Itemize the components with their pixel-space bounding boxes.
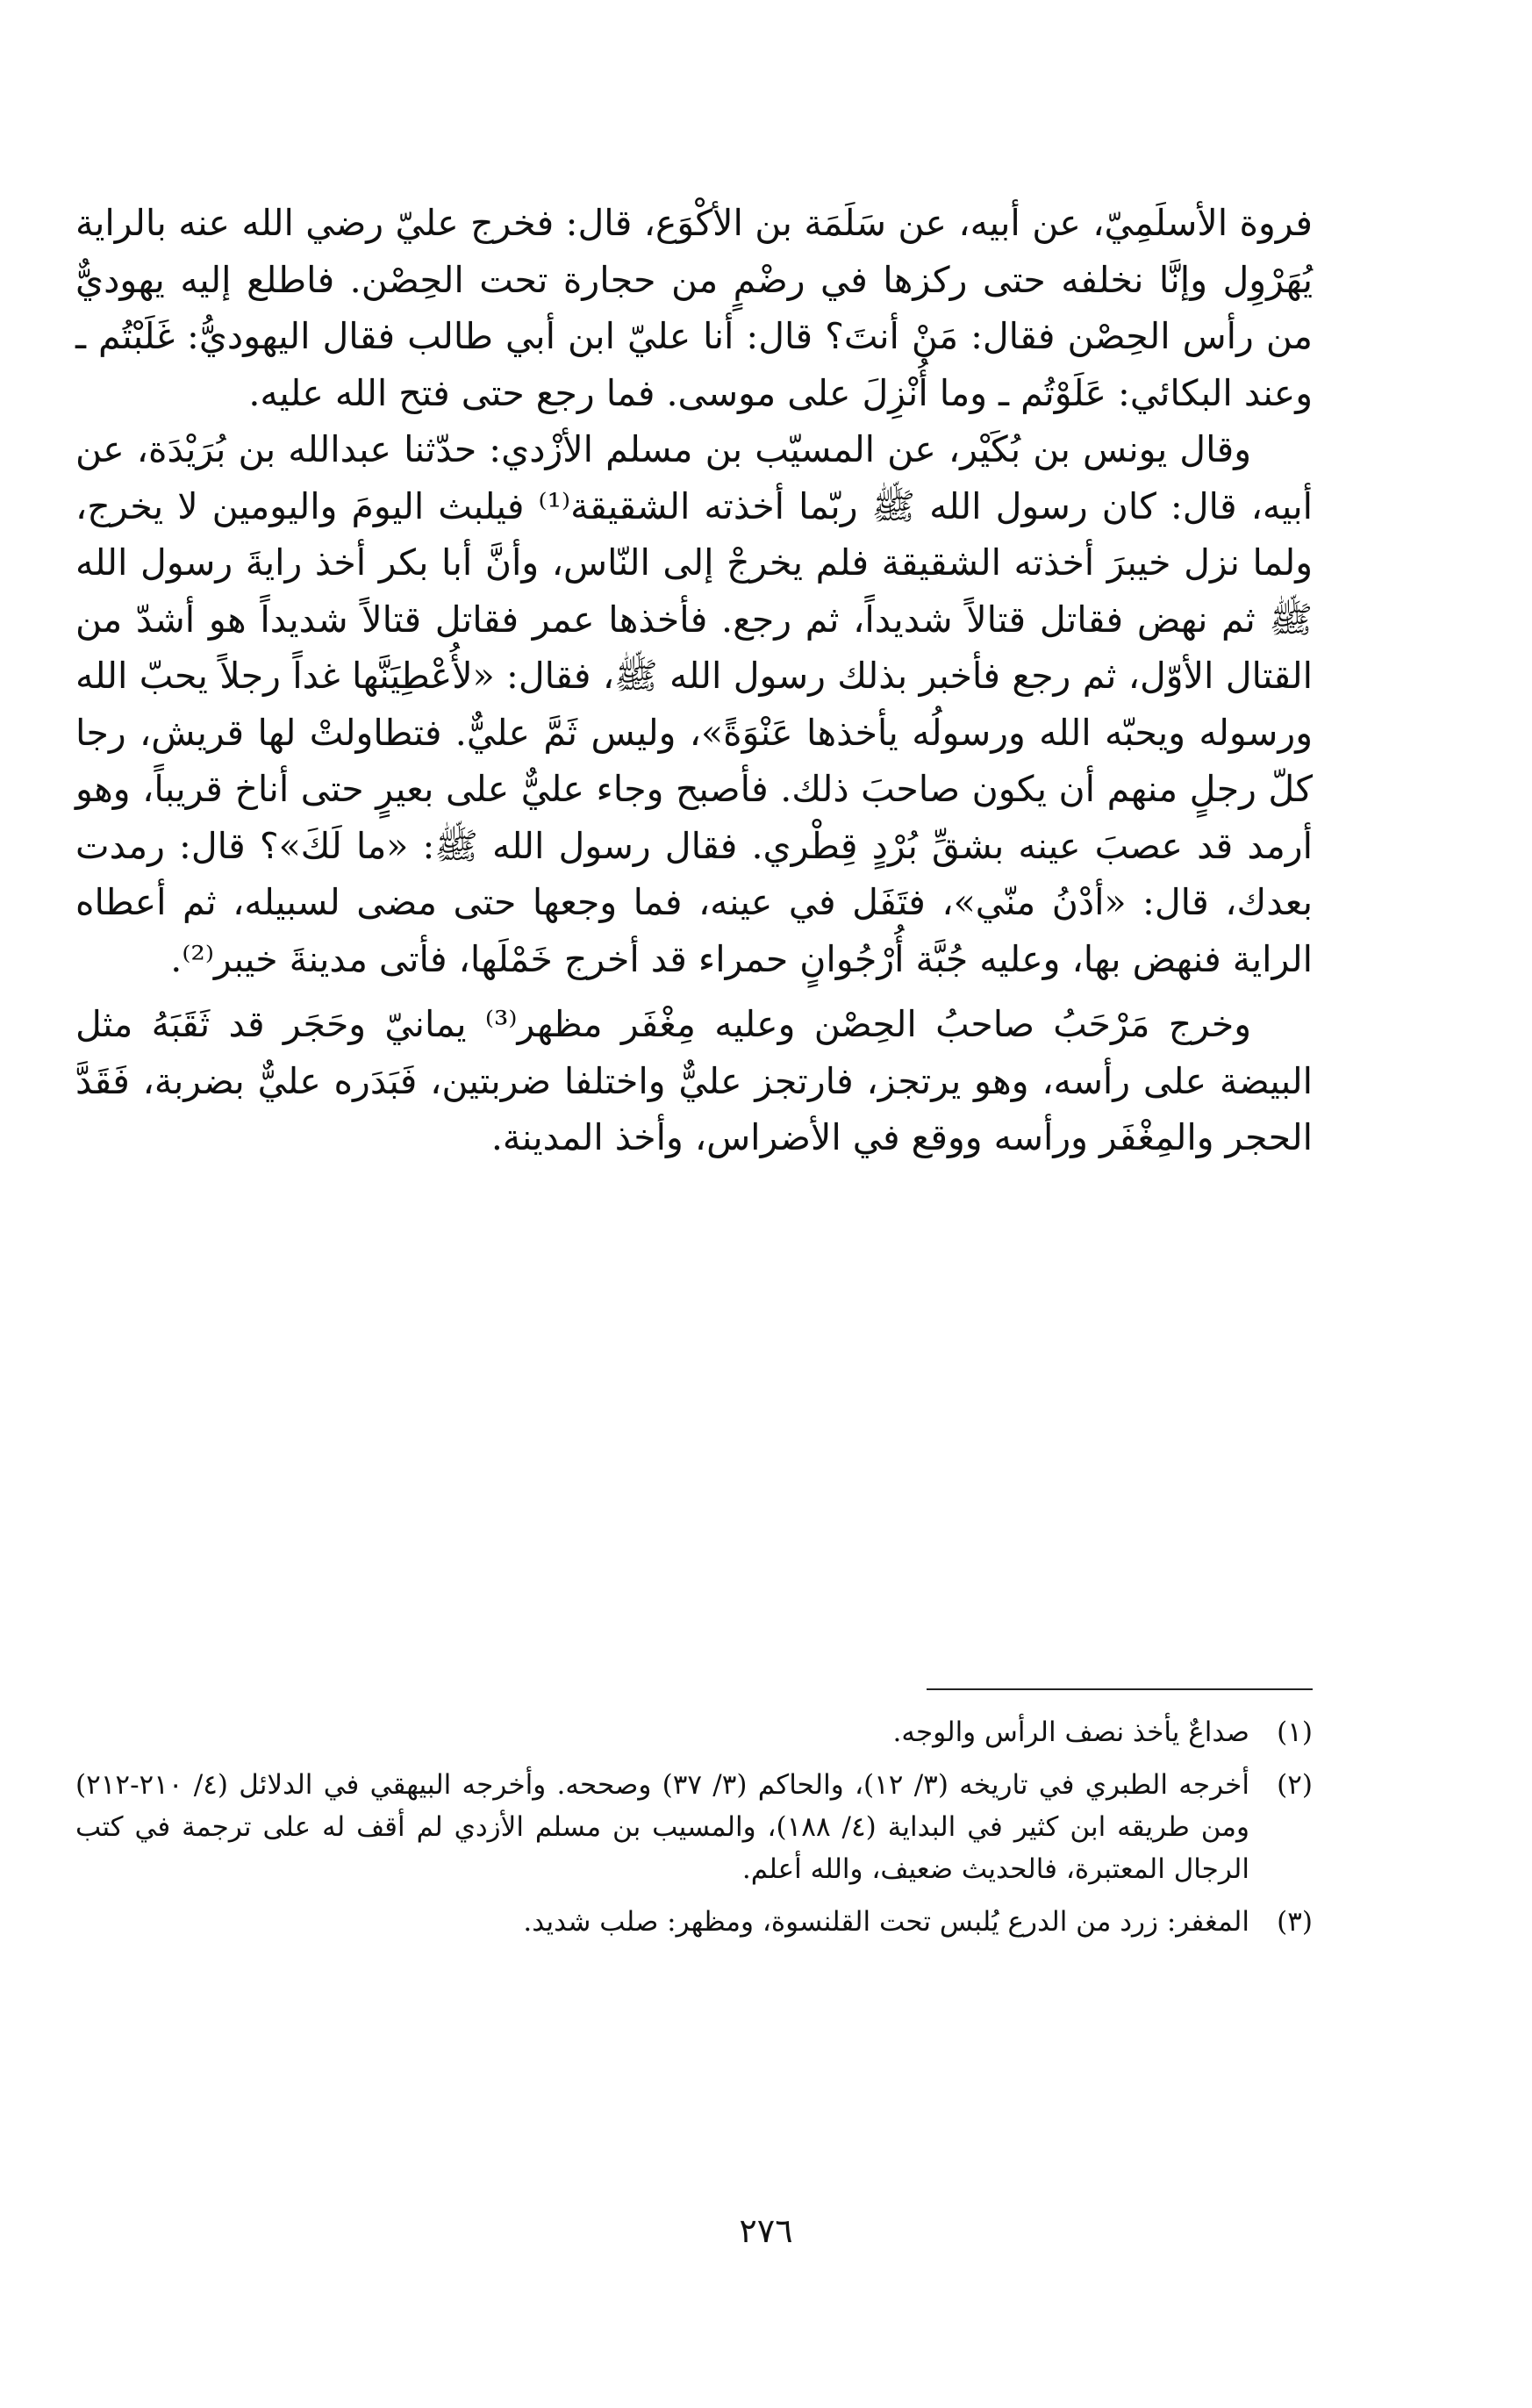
footnote-number: (١) [1277, 1716, 1313, 1748]
footnote-number: (٣) [1277, 1906, 1313, 1938]
footnote-1 [75, 1711, 1313, 1753]
footnote-divider [927, 1688, 1313, 1690]
footnote-3 [75, 1901, 1313, 1943]
paragraph-1: فروة الأسلَمِيّ، عن أبيه، عن سَلَمَة بن الأكْوَع، قال: فخرج عليّ رضي الله عنه بالراية يُهَرْوِل وإنَّا نخلفه حتى ركزها في رضْمٍ من حجارة تحت الحِصْن. فاطلع إليه يهوديٌّ من رأس الحِصْن فقال: مَنْ أنتَ؟ قال: أنا عليّ ابن أبي طالب فقال اليهوديُّ: غَلَبْتُم ـ وعند البكائي: عَلَوْتُم ـ وما أُنْزِلَ على موسى. فما رجع حتى فتح الله عليه. [75, 202, 1313, 414]
footnotes [75, 1711, 1313, 1953]
footnote-text: المغفر: زرد من الدرع يُلبس تحت القلنسوة، ومظهر: صلب شديد. [523, 1906, 1249, 1938]
main-text [75, 195, 1313, 1166]
footnote-text: أخرجه الطبري في تاريخه (٣/ ١٢)، والحاكم (٣/ ٣٧) وصححه. وأخرجه البيهقي في الدلائل (٤/ ٢١٠-٢١٢) ومن طريقه ابن كثير في البداية (٤/ ١٨٨)، والمسيب بن مسلم الأزدي لم أقف له على ترجمة في كتب الرجال المعتبرة، فالحديث ضعيف، والله أعلم. [75, 1769, 1249, 1885]
footnote-text: صداعٌ يأخذ نصف الرأس والوجه. [892, 1716, 1249, 1748]
paragraph-3: وخرج مَرْحَبُ صاحبُ الحِصْن وعليه مِغْفَر مظهر⁽³⁾ يمانيّ وحَجَر قد ثَقَبَهُ مثل البيضة على رأسه، وهو يرتجز، فارتجز عليٌّ واختلفا ضربتين، فَبَدَره عليٌّ بضربة، فَقَدَّ الحجر والمِغْفَر ورأسه ووقع في الأضراس، وأخذ المدينة. [75, 1003, 1313, 1158]
page-number: ٢٧٦ [739, 2211, 793, 2250]
footnote-2 [75, 1764, 1313, 1890]
footnote-number: (٢) [1277, 1769, 1313, 1801]
paragraph-2: وقال يونس بن بُكَيْر، عن المسيّب بن مسلم الأزْدي: حدّثنا عبدالله بن بُرَيْدَة، عن أبيه، قال: كان رسول الله ﷺ ربّما أخذته الشقيقة⁽¹⁾ فيلبث اليومَ واليومين لا يخرج، ولما نزل خيبرَ أخذته الشقيقة فلم يخرجْ إلى النّاس، وأنَّ أبا بكر أخذ رايةَ رسول الله ﷺ ثم نهض فقاتل قتالاً شديداً، ثم رجع. فأخذها عمر فقاتل قتالاً شديداً هو أشدّ من القتال الأوّل، ثم رجع فأخبر بذلك رسول الله ﷺ، فقال: «لأُعْطِيَنَّها غداً رجلاً يحبّ الله ورسوله ويحبّه الله ورسولُه يأخذها عَنْوَةً»، وليس ثَمَّ عليٌّ. فتطاولتْ لها قريش، رجا كلّ رجلٍ منهم أن يكون صاحبَ ذلك. فأصبح وجاء عليٌّ على بعيرٍ حتى أناخ قريباً، وهو أرمد قد عصبَ عينه بشقِّ بُرْدٍ قِطْري. فقال رسول الله ﷺ: «ما لَكَ»؟ قال: رمدت بعدك، قال: «أدْنُ منّي»، فتَفَل في عينه، فما وجعها حتى مضى لسبيله، ثم أعطاه الراية فنهض بها، وعليه جُبَّة أُرْجُوانٍ حمراء قد أخرج خَمْلَها، فأتى مدينةَ خيبر⁽²⁾. [75, 428, 1313, 980]
